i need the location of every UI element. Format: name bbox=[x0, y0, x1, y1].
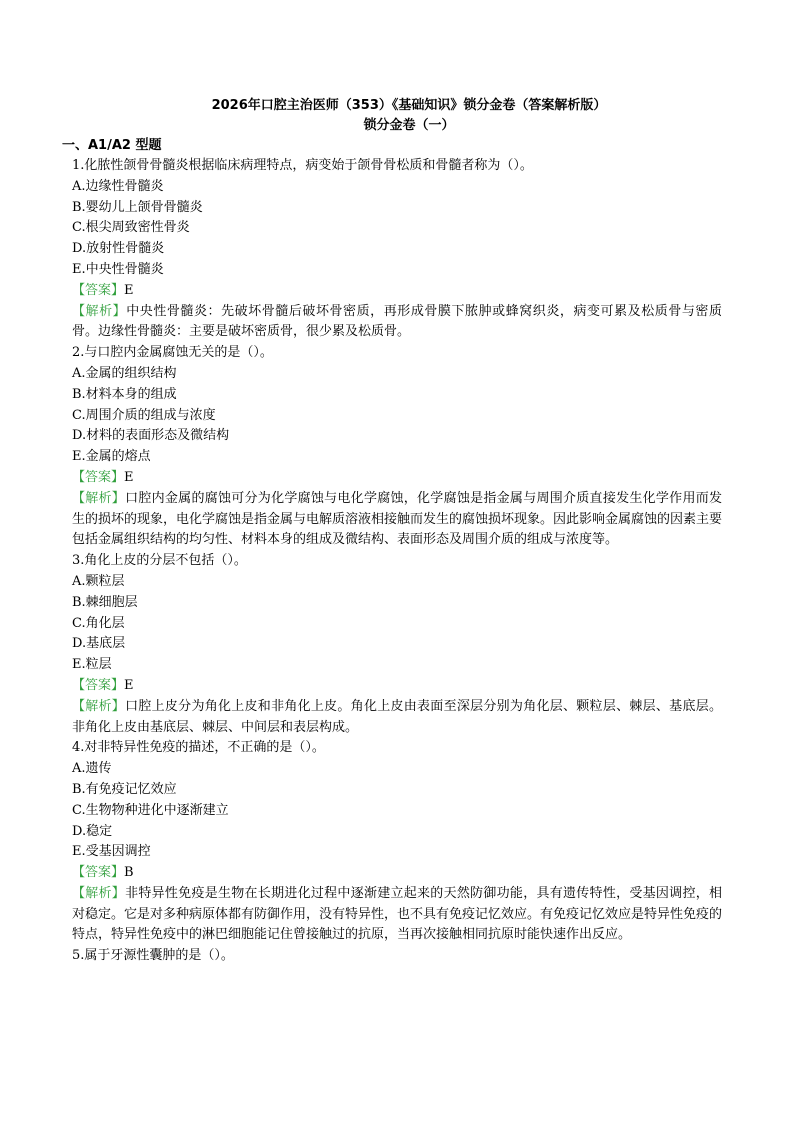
question-block bbox=[72, 156, 722, 343]
question-block bbox=[72, 343, 722, 551]
answer-label: 【答案】 bbox=[72, 865, 125, 881]
answer-option: A.边缘性骨髓炎 bbox=[72, 178, 164, 194]
answer-option: D.基底层 bbox=[72, 636, 126, 652]
question-block bbox=[72, 551, 722, 738]
answer-option: C.生物物种进化中逐渐建立 bbox=[72, 802, 229, 818]
answer-label: 【答案】 bbox=[72, 469, 125, 485]
question-stem: 3.角化上皮的分层不包括（）。 bbox=[72, 553, 247, 569]
answer-value: E bbox=[124, 677, 134, 693]
answer-option: E.受基因调控 bbox=[72, 844, 151, 860]
answer-option: E.金属的熔点 bbox=[72, 449, 151, 465]
analysis-label: 【解析】 bbox=[72, 885, 126, 901]
answer-line bbox=[72, 468, 722, 489]
answer-line bbox=[72, 281, 722, 302]
answer-option: C.角化层 bbox=[72, 615, 125, 631]
answer-line bbox=[72, 863, 722, 884]
analysis-label: 【解析】 bbox=[72, 698, 126, 714]
document-page bbox=[62, 96, 723, 967]
section-heading: 一、A1/A2 型题 bbox=[62, 138, 162, 153]
analysis-paragraph bbox=[72, 302, 722, 344]
answer-label: 【答案】 bbox=[72, 282, 125, 298]
document-title: 2026年口腔主治医师（353）《基础知识》锁分金卷（答案解析版） bbox=[211, 98, 607, 113]
answer-option: A.颗粒层 bbox=[72, 573, 125, 589]
analysis-text: 口腔上皮分为角化上皮和非角化上皮。角化上皮由表面至深层分别为角化层、颗粒层、棘层、基底层。非角化上皮由基底层、棘层、中间层和表层构成。 bbox=[72, 698, 722, 735]
analysis-text: 中央性骨髓炎：先破坏骨髓后破坏骨密质，再形成骨膜下脓肿或蜂窝织炎，病变可累及松质骨与密质骨。边缘性骨髓炎：主要是破坏密质骨，很少累及松质骨。 bbox=[72, 303, 722, 340]
analysis-text: 非特异性免疫是生物在长期进化过程中逐渐建立起来的天然防御功能，具有遗传特性，受基因调控，相对稳定。它是对多种病原体都有防御作用，没有特异性，也不具有免疫记忆效应。有免疫记忆效应是特异性免疫的特点，特异性免疫中的淋巴细胞能记住曾接触过的抗原，当再次接触相同抗原时能快速作出反应。 bbox=[72, 885, 723, 943]
answer-option: D.稳定 bbox=[72, 823, 113, 839]
answer-option: D.材料的表面形态及微结构 bbox=[72, 428, 230, 444]
answer-option: E.粒层 bbox=[72, 657, 112, 673]
answer-option: B.有免疫记忆效应 bbox=[72, 781, 177, 797]
answer-option: D.放射性骨髓炎 bbox=[72, 241, 165, 257]
answer-value: E bbox=[124, 282, 134, 298]
answer-option: C.根尖周致密性骨炎 bbox=[72, 220, 190, 236]
question-list bbox=[72, 156, 722, 946]
answer-option: E.中央性骨髓炎 bbox=[72, 261, 164, 277]
answer-label: 【答案】 bbox=[72, 677, 125, 693]
answer-option: B.婴幼儿上颌骨骨髓炎 bbox=[72, 199, 203, 215]
analysis-paragraph bbox=[72, 489, 722, 551]
analysis-paragraph bbox=[72, 884, 722, 946]
answer-option: C.周围介质的组成与浓度 bbox=[72, 407, 216, 423]
answer-option: B.棘细胞层 bbox=[72, 594, 138, 610]
analysis-label: 【解析】 bbox=[72, 303, 127, 319]
answer-option: A.金属的组织结构 bbox=[72, 365, 177, 381]
answer-value: B bbox=[124, 865, 134, 881]
question-block bbox=[72, 738, 722, 946]
question-stem: 2.与口腔内金属腐蚀无关的是（）。 bbox=[72, 345, 273, 361]
question-stem: 4.对非特异性免疫的描述，不正确的是（）。 bbox=[72, 740, 325, 756]
answer-option: A.遗传 bbox=[72, 761, 112, 777]
question-stem: 5.属于牙源性囊肿的是（）。 bbox=[72, 948, 234, 964]
analysis-text: 口腔内金属的腐蚀可分为化学腐蚀与电化学腐蚀，化学腐蚀是指金属与周围介质直接发生化学作用而发生的损坏的现象，电化学腐蚀是指金属与电解质溶液相接触而发生的腐蚀损坏现象。因此影响金属腐蚀的因素主要包括金属组织结构的均匀性、材料本身的组成及微结构、表面形态及周围介质的组成与浓度等。 bbox=[72, 490, 723, 548]
document-subtitle: 锁分金卷（一） bbox=[363, 118, 455, 133]
answer-option: B.材料本身的组成 bbox=[72, 386, 177, 402]
answer-value: E bbox=[124, 469, 134, 485]
question-stem: 1.化脓性颌骨骨髓炎根据临床病理特点，病变始于颌骨骨松质和骨髓者称为（）。 bbox=[72, 158, 533, 173]
analysis-paragraph bbox=[72, 697, 722, 739]
analysis-label: 【解析】 bbox=[72, 490, 126, 506]
answer-line bbox=[72, 676, 722, 697]
